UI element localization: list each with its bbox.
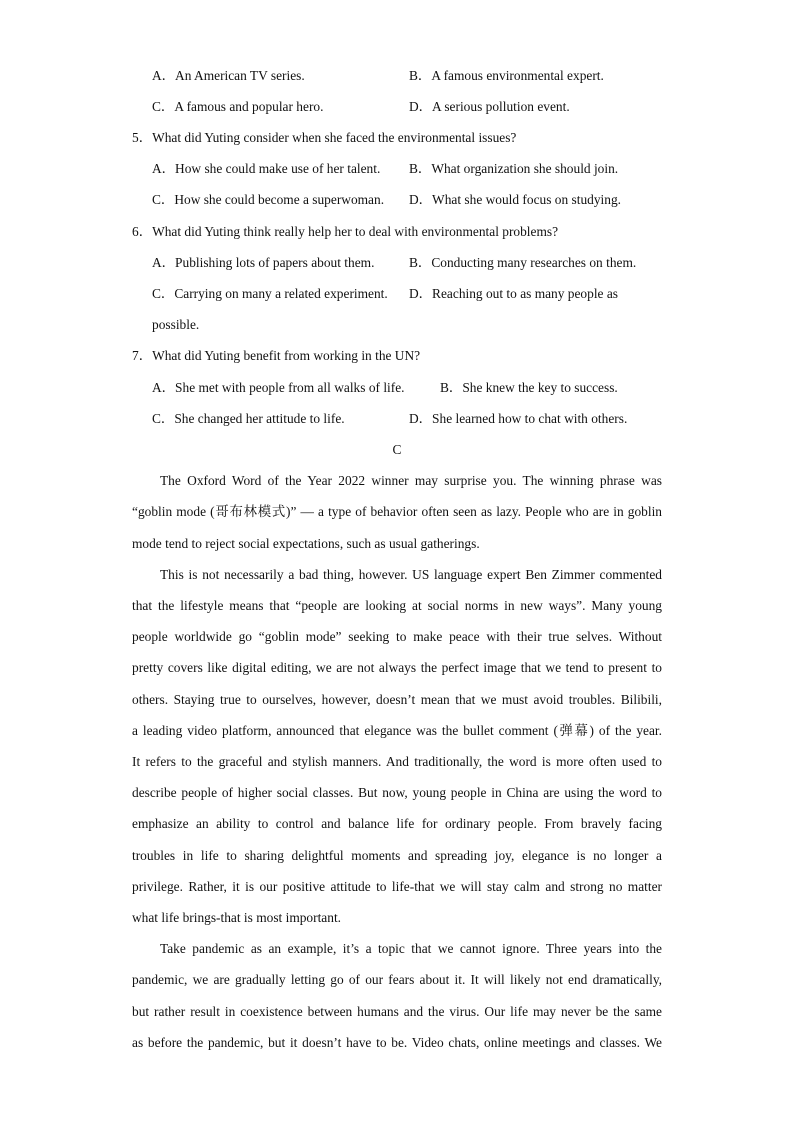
p2-line: people worldwide go “goblin mode” seeking to make peace with their true selves. Without	[132, 629, 662, 644]
p3-line: Take pandemic as an example, it’s a topic that we cannot ignore. Three years into the	[160, 941, 662, 956]
p2-line: troubles in life to sharing delightful moments and spreading joy, elegance is no longer a	[132, 848, 662, 863]
p2-line: This is not necessarily a bad thing, however. US language expert Ben Zimmer commented	[160, 567, 662, 582]
q5-option-d: D．What she would focus on studying.	[409, 192, 621, 207]
q5-option-a: A．How she could make use of her talent.	[152, 161, 381, 176]
q7-option-a: A．She met with people from all walks of life.	[152, 380, 405, 395]
q4-option-b: B．A famous environmental expert.	[409, 68, 604, 83]
p2-line: pretty covers like digital editing, we are not always the perfect image that we tend to present to	[132, 660, 662, 675]
q6-option-c: C．Carrying on many a related experiment.	[152, 286, 388, 301]
q4-option-c: C．A famous and popular hero.	[152, 99, 324, 114]
q5-option-c: C．How she could become a superwoman.	[152, 192, 385, 207]
q6-option-a: A．Publishing lots of papers about them.	[152, 255, 375, 270]
p2-line: emphasize an ability to control and balance life for ordinary people. From bravely facing	[132, 816, 662, 831]
p2-line: a leading video platform, announced that elegance was the bullet comment (弹幕) of the year.	[132, 723, 662, 738]
q4-option-d: D．A serious pollution event.	[409, 99, 570, 114]
q7-option-d: D．She learned how to chat with others.	[409, 411, 628, 426]
q6-option-d: D．Reaching out to as many people as	[409, 286, 618, 301]
p3-line: pandemic, we are gradually letting go of our fears about it. It will likely not end dramatically,	[132, 972, 662, 987]
p1-line: “goblin mode (哥布林模式)” — a type of behavior often seen as lazy. People who are in goblin	[132, 504, 662, 519]
q5-stem: 5．What did Yuting consider when she faced the environmental issues?	[132, 130, 517, 145]
p2-line: privilege. Rather, it is our positive attitude to life-that we will stay calm and strong no matter	[132, 879, 662, 894]
q4-option-a: A．An American TV series.	[152, 68, 305, 83]
p2-line: describe people of higher social classes. But now, young people in China are using the word to	[132, 785, 662, 800]
p2-line: what life brings-that is most important.	[132, 910, 342, 925]
p1-line: The Oxford Word of the Year 2022 winner may surprise you. The winning phrase was	[160, 473, 662, 488]
q6-option-d-continued: possible.	[152, 317, 200, 332]
q6-stem: 6．What did Yuting think really help her to deal with environmental problems?	[132, 224, 559, 239]
p3-line: but rather result in coexistence between humans and the virus. Our life may never be the same	[132, 1004, 662, 1019]
q6-option-b: B．Conducting many researches on them.	[409, 255, 637, 270]
p2-line: It refers to the graceful and stylish manners. And traditionally, the word is more often used to	[132, 754, 662, 769]
p2-line: that the lifestyle means that “people are looking at social norms in new ways”. Many young	[132, 598, 662, 613]
p3-line: as before the pandemic, but it doesn’t have to be. Video chats, online meetings and classes. We	[132, 1035, 662, 1050]
q7-stem: 7．What did Yuting benefit from working in the UN?	[132, 348, 421, 363]
p1-line: mode tend to reject social expectations, such as usual gatherings.	[132, 536, 480, 551]
q5-option-b: B．What organization she should join.	[409, 161, 619, 176]
q7-option-c: C．She changed her attitude to life.	[152, 411, 345, 426]
section-label: C	[392, 442, 402, 457]
q7-option-b: B．She knew the key to success.	[440, 380, 618, 395]
p2-line: others. Staying true to ourselves, however, doesn’t mean that we must avoid troubles. Bilibili,	[132, 692, 662, 707]
